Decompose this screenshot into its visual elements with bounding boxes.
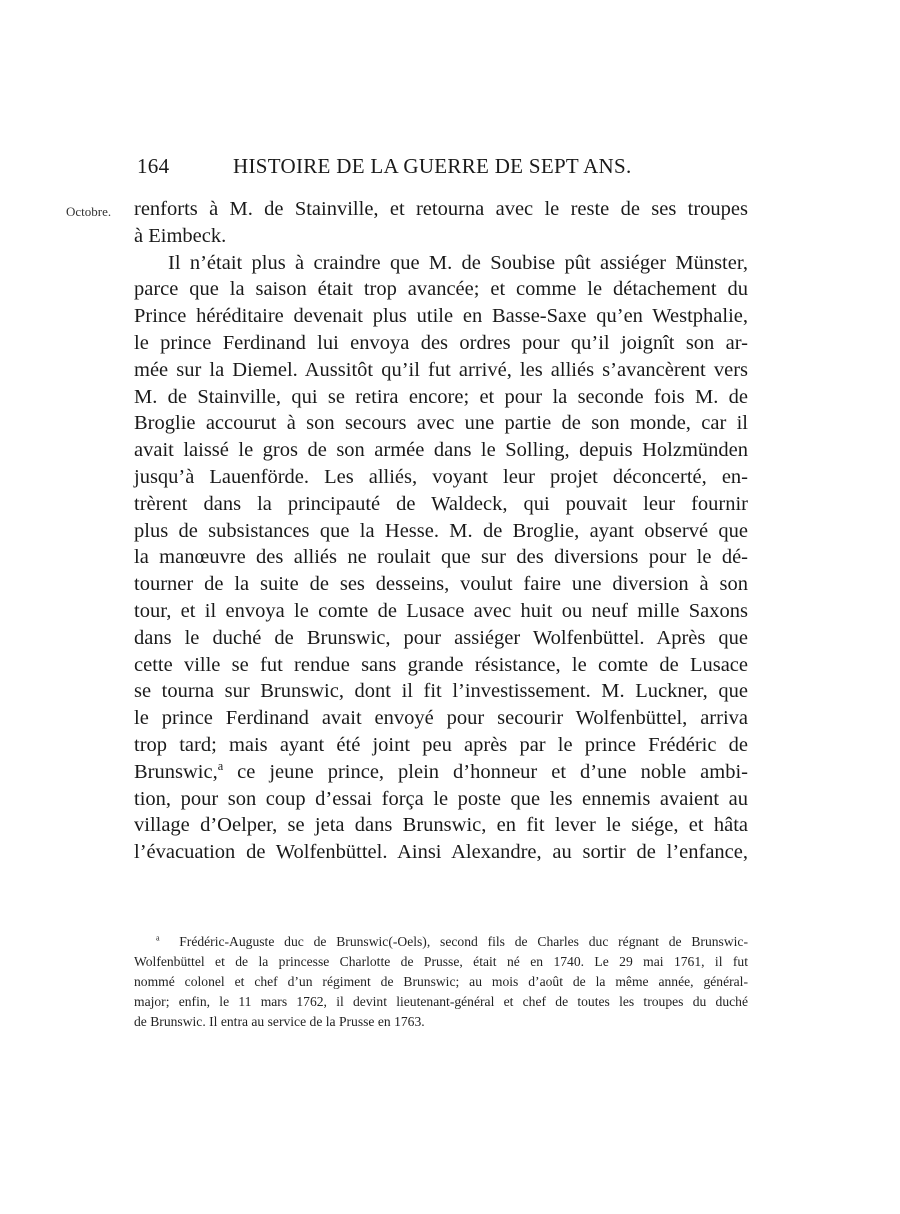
footnote-line: Wolfenbüttel et de la princesse Charlotte de Prusse, était né en 1740. Le 29 mai 1761, il fut [134,954,748,969]
page-number: 164 [137,154,170,178]
body-line: tour, et il envoya le comte de Lusace avec huit ou neuf mille Saxons [134,599,748,622]
footnote-line-text: Frédéric-Auguste duc de Brunswic(-Oels), second fils de Charles duc régnant de Brunswic- [179,934,748,949]
body-line: plus de subsistances que la Hesse. M. de Broglie, ayant observé que [134,519,748,542]
body-line: tion, pour son coup d’essai força le poste que les ennemis avaient au [134,787,748,810]
body-line: dans le duché de Brunswic, pour assiéger Wolfenbüttel. Après que [134,626,748,649]
body-line: Broglie accourut à son secours avec une partie de son monde, car il [134,412,748,435]
body-text [134,196,748,866]
running-head [137,154,657,182]
body-line: avait laissé le gros de son armée dans le Solling, depuis Holzmünden [134,439,748,462]
body-line: M. de Stainville, qui se retira encore; et pour la seconde fois M. de [134,385,748,408]
body-line: la manœuvre des alliés ne roulait que sur des diversions pour le dé- [134,546,748,569]
body-line: renforts à M. de Stainville, et retourna avec le reste de ses troupes [134,198,748,220]
body-line: jusqu’à Lauenförde. Les alliés, voyant leur projet déconcerté, en- [134,465,748,488]
body-line: trèrent dans la principauté de Waldeck, qui pouvait leur fournir [134,492,748,515]
body-line: cette ville se fut rendue sans grande résistance, le comte de Lusace [134,653,748,676]
body-line: mée sur la Diemel. Aussitôt qu’il fut arrivé, les alliés s’avancèrent vers [134,358,748,381]
body-line: l’évacuation de Wolfenbüttel. Ainsi Alexandre, au sortir de l’enfance, [134,841,748,864]
footnote-marker: a [156,933,160,943]
body-line: le prince Ferdinand lui envoya des ordres pour qu’il joignît son ar- [134,331,748,354]
body-line: village d’Oelper, se jeta dans Brunswic, en fit lever le siége, et hâta [134,814,748,837]
footnote-line [134,932,748,952]
body-line: à Eimbeck. [134,224,227,247]
body-line-part: ce jeune prince, plein d’honneur et d’une noble ambi- [237,760,748,783]
body-line: Prince héréditaire devenait plus utile en Basse-Saxe qu’en Westphalie, [134,305,748,328]
footnote-reference: a [217,758,224,773]
footnote-line: de Brunswic. Il entra au service de la Prusse en 1763. [134,1014,425,1029]
footnote [134,932,748,1032]
body-line: parce que la saison était trop avancée; et comme le détachement du [134,278,748,301]
body-line: le prince Ferdinand avait envoyé pour secourir Wolfenbüttel, arriva [134,707,748,730]
body-line: tourner de la suite de ses desseins, voulut faire une diversion à son [134,573,748,596]
body-line-with-footnote-ref [134,759,748,786]
body-line: se tourna sur Brunswic, dont il fit l’investissement. M. Luckner, que [134,680,748,703]
running-title: HISTOIRE DE LA GUERRE DE SEPT ANS. [233,154,632,178]
footnote-line: nommé colonel et chef d’un régiment de Brunswic; au mois d’août de la même année, général- [134,974,748,989]
body-line: Il n’était plus à craindre que M. de Soubise pût assiéger Münster, [168,251,748,274]
footnote-line: major; enfin, le 11 mars 1762, il devint lieutenant-général et chef de toutes les troupes du duché [134,994,748,1009]
body-line: trop tard; mais ayant été joint peu après par le prince Frédéric de [134,733,748,756]
margin-note-month: Octobre. [66,204,112,219]
body-line-part: Brunswic, [134,760,218,783]
